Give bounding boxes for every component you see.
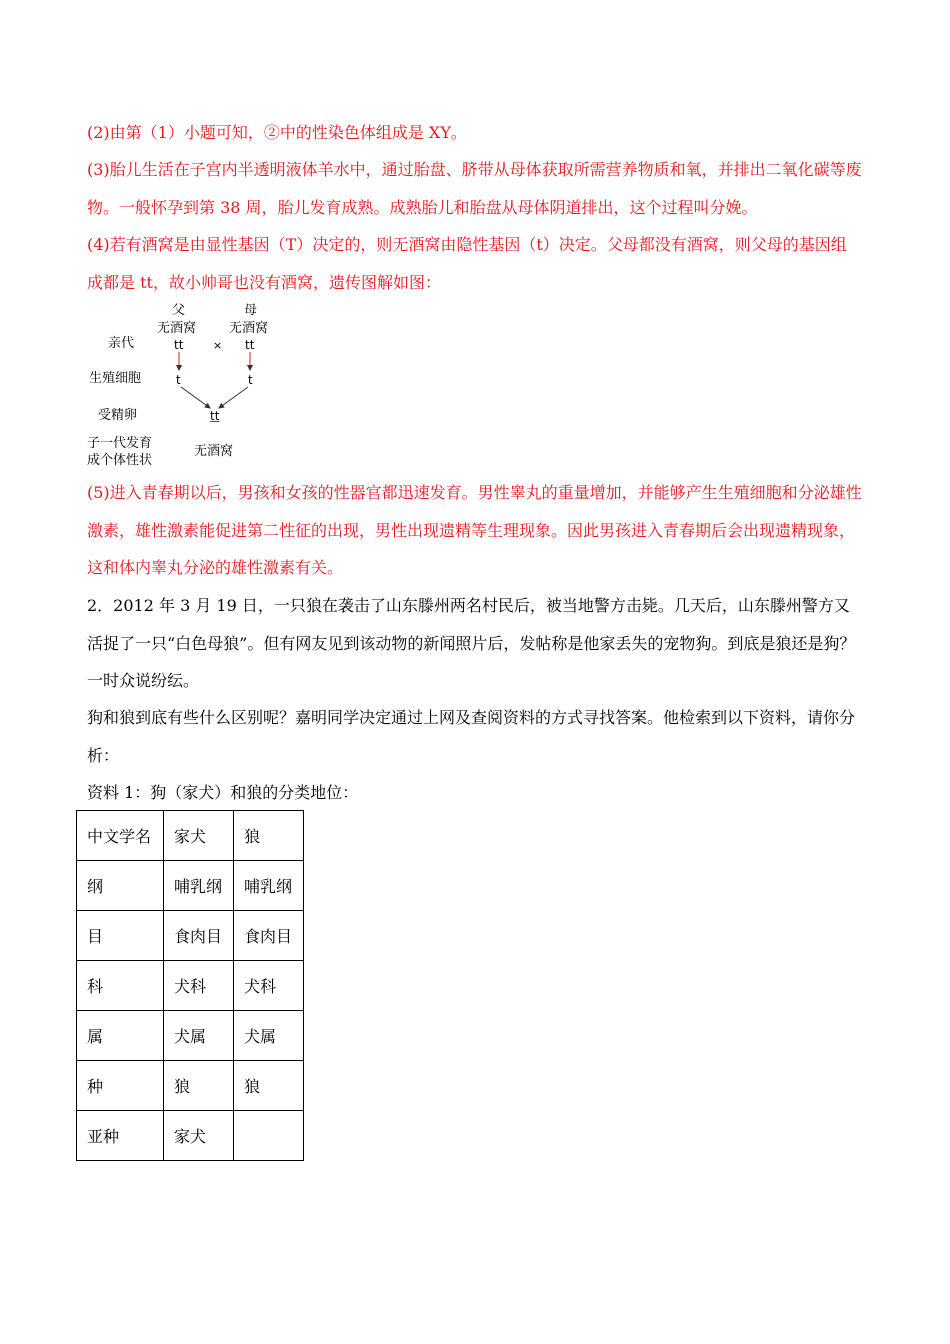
mother-gamete: t [248, 373, 253, 387]
table-cell: 目 [77, 911, 164, 961]
table-cell: 食肉目 [164, 911, 234, 961]
table-cell: 家犬 [164, 1111, 234, 1161]
zygote-genotype: tt [210, 409, 220, 423]
mother-label: 母 [244, 303, 258, 318]
table-row [77, 861, 304, 911]
table-cell: 属 [77, 1011, 164, 1061]
table-cell: 犬科 [234, 961, 304, 1011]
answer-paragraph-5: (5)进入青春期以后，男孩和女孩的性器官都迅速发育。男性睾丸的重量增加，并能够产生生殖细胞和分泌雄性激素，雄性激素能促进第二性征的出现，男性出现遗精等生理现象。因此男孩进入青春期后会出现遗精现象，这和体内睾丸分泌的雄性激素有关。 [87, 483, 862, 577]
table-cell: 哺乳纲 [234, 861, 304, 911]
father-gamete: t [176, 373, 181, 387]
father-gamete-arrow [181, 387, 210, 408]
row-label-offspring-2: 成个体性状 [87, 453, 153, 468]
table-cell: 中文学名 [77, 811, 164, 861]
table-cell: 科 [77, 961, 164, 1011]
offspring-trait: 无酒窝 [194, 444, 234, 459]
answer-paragraph-4: (4)若有酒窝是由显性基因（T）决定的，则无酒窝由隐性基因（t）决定。父母都没有酒窝，则父母的基因组成都是 tt，故小帅哥也没有酒窝，遗传图解如图： [87, 235, 847, 292]
table-row [77, 1061, 304, 1111]
table-cell: 犬属 [234, 1011, 304, 1061]
table-cell: 狼 [164, 1061, 234, 1111]
table-row [77, 1111, 304, 1161]
question-2-stem: 2．2012 年 3 月 19 日，一只狼在袭击了山东滕州两名村民后，被当地警方击毙。几天后，山东滕州警方又活捉了一只“白色母狼”。但有网友见到该动物的新闻照片后，发帖称是他家丢失的宠物狗。到底是狼还是狗？一时众说纷纭。 [87, 596, 856, 690]
table-cell [234, 1111, 304, 1161]
table-cell: 纲 [77, 861, 164, 911]
material-1-title: 资料 1：狗（家犬）和狼的分类地位： [87, 783, 359, 802]
classification-table [76, 810, 304, 1161]
table-row [77, 1011, 304, 1061]
father-genotype: tt [174, 338, 184, 352]
mother-trait: 无酒窝 [229, 321, 269, 336]
question-2-prompt: 狗和狼到底有些什么区别呢？嘉明同学决定通过上网及查阅资料的方式寻找答案。他检索到以下资料，请你分析： [87, 708, 856, 765]
table-cell: 哺乳纲 [164, 861, 234, 911]
table-row [77, 811, 304, 861]
table-row [77, 911, 304, 961]
answer-paragraph-2: (2)由第（1）小题可知，②中的性染色体组成是 XY。 [87, 123, 467, 142]
answer-paragraph-3: (3)胎儿生活在子宫内半透明液体羊水中，通过胎盘、脐带从母体获取所需营养物质和氧，并排出二氧化碳等废物。一般怀孕到第 38 周，胎儿发育成熟。成熟胎儿和胎盘从母体阴道排出，这个过程叫分娩。 [87, 160, 862, 217]
father-label: 父 [172, 303, 186, 318]
table-cell: 家犬 [164, 811, 234, 861]
table-cell: 狼 [234, 811, 304, 861]
row-label-parents: 亲代 [108, 336, 135, 351]
row-label-gametes: 生殖细胞 [89, 371, 142, 386]
mother-genotype: tt [245, 338, 255, 352]
table-cell: 食肉目 [234, 911, 304, 961]
father-trait: 无酒窝 [157, 321, 197, 336]
row-label-zygote: 受精卵 [98, 408, 138, 423]
row-label-offspring-1: 子一代发育 [87, 436, 153, 451]
cross-symbol: × [213, 339, 223, 352]
table-cell: 犬科 [164, 961, 234, 1011]
mother-gamete-arrow [219, 387, 248, 408]
table-cell: 犬属 [164, 1011, 234, 1061]
inheritance-diagram [82, 300, 282, 475]
table-cell: 狼 [234, 1061, 304, 1111]
table-cell: 亚种 [77, 1111, 164, 1161]
table-row [77, 961, 304, 1011]
table-cell: 种 [77, 1061, 164, 1111]
